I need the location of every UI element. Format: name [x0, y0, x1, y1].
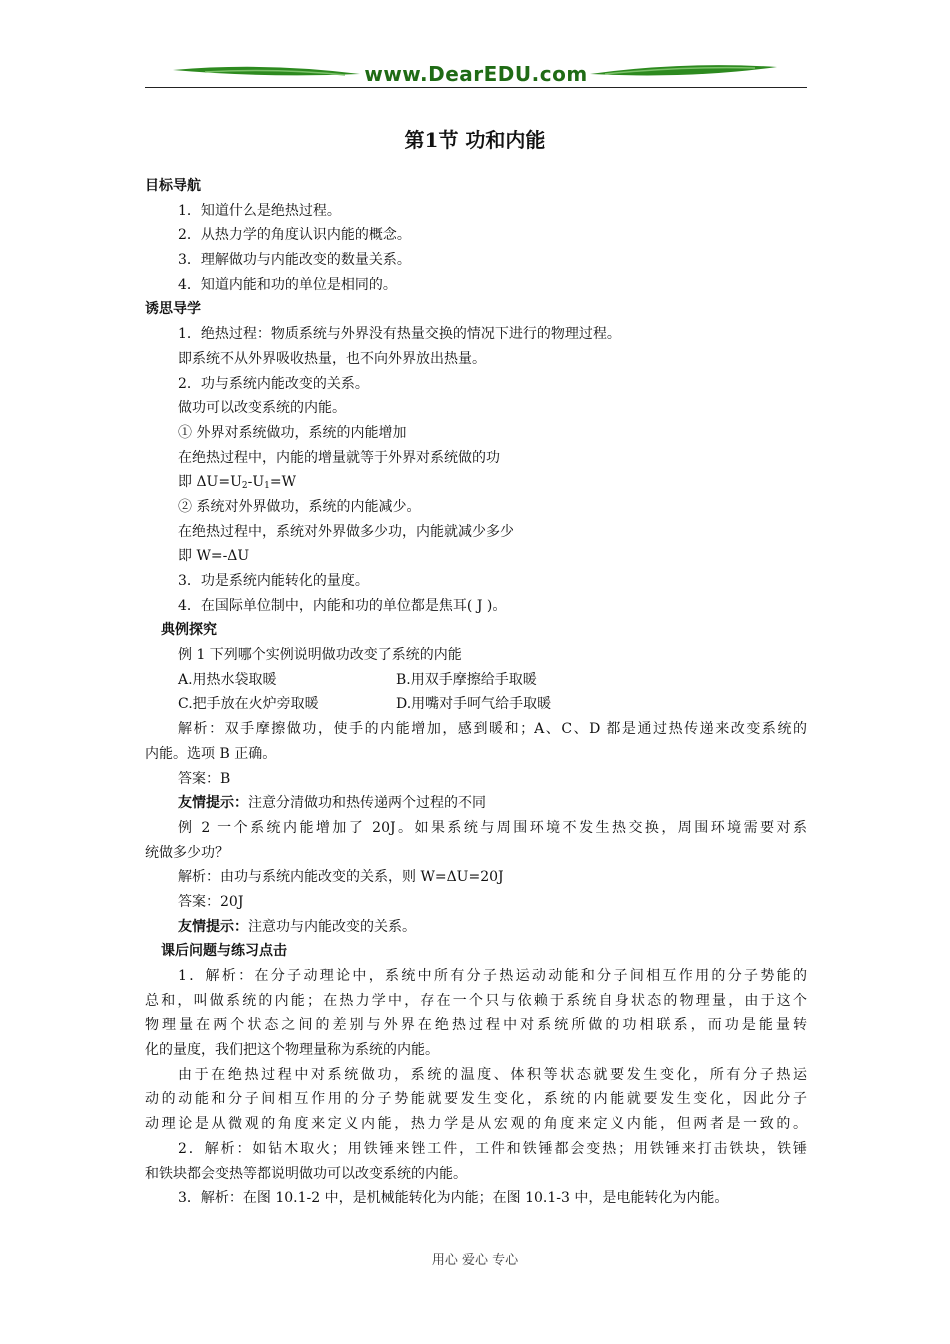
formula-subscript: 1 — [264, 481, 270, 492]
guide-line: 2．功与系统内能改变的关系。 — [178, 375, 369, 392]
guide-line: ② 系统对外界做功，系统的内能减少。 — [178, 498, 421, 515]
site-header — [145, 58, 807, 90]
tip-text: 注意功与内能改变的关系。 — [248, 918, 416, 935]
exercise-line: 动的动能和分子间相互作用的分子势能就要发生变化，系统的内能就要发生变化，因此分子 — [145, 1091, 807, 1108]
section-heading-goals: 目标导航 — [145, 178, 201, 194]
option-b: B.用双手摩擦给手取暖 — [396, 671, 537, 688]
guide-line: 即系统不从外界吸收热量，也不向外界放出热量。 — [178, 350, 486, 367]
tip-label: 友情提示： — [178, 918, 248, 935]
site-logo-text: www.DearEDU.com — [364, 62, 588, 86]
formula-part: =W — [269, 474, 297, 491]
example-question: 例 1 下列哪个实例说明做功改变了系统的内能 — [178, 647, 462, 664]
tip-label: 友情提示： — [178, 795, 248, 812]
header-rule — [145, 87, 807, 88]
option-a: A.用热水袋取暖 — [178, 671, 277, 688]
exercise-line: 3．解析：在图 10.1-2 中，是机械能转化为内能；在图 10.1-3 中，是电能转化为内能。 — [178, 1190, 729, 1207]
option-d: D.用嘴对手呵气给手取暖 — [396, 696, 552, 713]
example-analysis: 内能。选项 B 正确。 — [145, 745, 277, 762]
example-answer: 答案：20J — [178, 893, 244, 910]
example-analysis: 解析：由功与系统内能改变的关系，则 W=ΔU=20J — [178, 869, 504, 886]
goal-item: 2．从热力学的角度认识内能的概念。 — [178, 227, 411, 244]
example-options-row — [145, 692, 807, 717]
guide-line: 在绝热过程中，系统对外界做多少功，内能就减少多少 — [178, 523, 514, 540]
option-c: C.把手放在火炉旁取暖 — [178, 696, 319, 713]
formula-part: 即 ΔU=U — [178, 474, 242, 491]
example-tip — [145, 915, 807, 940]
goal-item: 1．知道什么是绝热过程。 — [178, 202, 341, 219]
exercise-line: 总和，叫做系统的内能；在热力学中，存在一个只与依赖于系统自身状态的物理量，由于这个 — [145, 992, 807, 1009]
exercise-line: 由于在绝热过程中对系统做功，系统的温度、体积等状态就要发生变化，所有分子热运 — [178, 1066, 807, 1083]
example-answer: 答案：B — [178, 770, 231, 787]
guide-line: 在绝热过程中，内能的增量就等于外界对系统做的功 — [178, 449, 500, 466]
example-question: 统做多少功？ — [145, 844, 229, 861]
example-question: 例 2 一个系统内能增加了 20J。如果系统与周围环境不发生热交换，周围环境需要对系 — [178, 819, 807, 836]
goal-item: 4．知道内能和功的单位是相同的。 — [178, 276, 397, 293]
exercise-line: 动理论是从微观的角度来定义内能，热力学是从宏观的角度来定义内能，但两者是一致的。 — [145, 1116, 807, 1133]
exercise-line: 物理量在两个状态之间的差别与外界在绝热过程中对系统所做的功相联系，而功是能量转 — [145, 1017, 807, 1034]
section-heading-examples: 典例探究 — [161, 622, 217, 639]
page-footer: 用心 爱心 专心 — [431, 1253, 519, 1268]
goal-item: 3．理解做功与内能改变的数量关系。 — [178, 252, 411, 269]
guide-line: 做功可以改变系统的内能。 — [178, 400, 346, 417]
exercise-line: 化的量度，我们把这个物理量称为系统的内能。 — [145, 1042, 439, 1059]
example-tip — [145, 791, 807, 816]
formula-part: -U — [247, 474, 265, 491]
exercise-line: 2．解析：如钻木取火；用铁锤来锉工件，工件和铁锤都会变热；用铁锤来打击铁块，铁锤 — [178, 1140, 807, 1157]
example-analysis: 解析：双手摩擦做功，使手的内能增加，感到暖和；A、C、D 都是通过热传递来改变系统的 — [178, 721, 807, 738]
document-body — [145, 174, 807, 1211]
guide-line: ① 外界对系统做功，系统的内能增加 — [178, 424, 407, 441]
guide-line: 1．绝热过程：物质系统与外界没有热量交换的情况下进行的物理过程。 — [178, 326, 621, 343]
guide-line: 4．在国际单位制中，内能和功的单位都是焦耳( J )。 — [178, 597, 507, 614]
exercise-line: 1．解析：在分子动理论中，系统中所有分子热运动动能和分子间相互作用的分子势能的 — [178, 968, 807, 984]
page-title: 第1节 功和内能 — [404, 128, 546, 152]
section-heading-exercises: 课后问题与练习点击 — [161, 943, 287, 960]
guide-line: 3．功是系统内能转化的量度。 — [178, 573, 369, 589]
exercise-line: 和铁块都会变热等都说明做功可以改变系统的内能。 — [145, 1165, 467, 1182]
formula-line — [145, 470, 807, 495]
formula-subscript: 2 — [241, 481, 248, 492]
tip-text: 注意分清做功和热传递两个过程的不同 — [248, 795, 486, 812]
formula-line: 即 W=-ΔU — [178, 548, 250, 565]
section-heading-guide: 诱思导学 — [145, 301, 201, 318]
example-options-row — [145, 668, 807, 693]
